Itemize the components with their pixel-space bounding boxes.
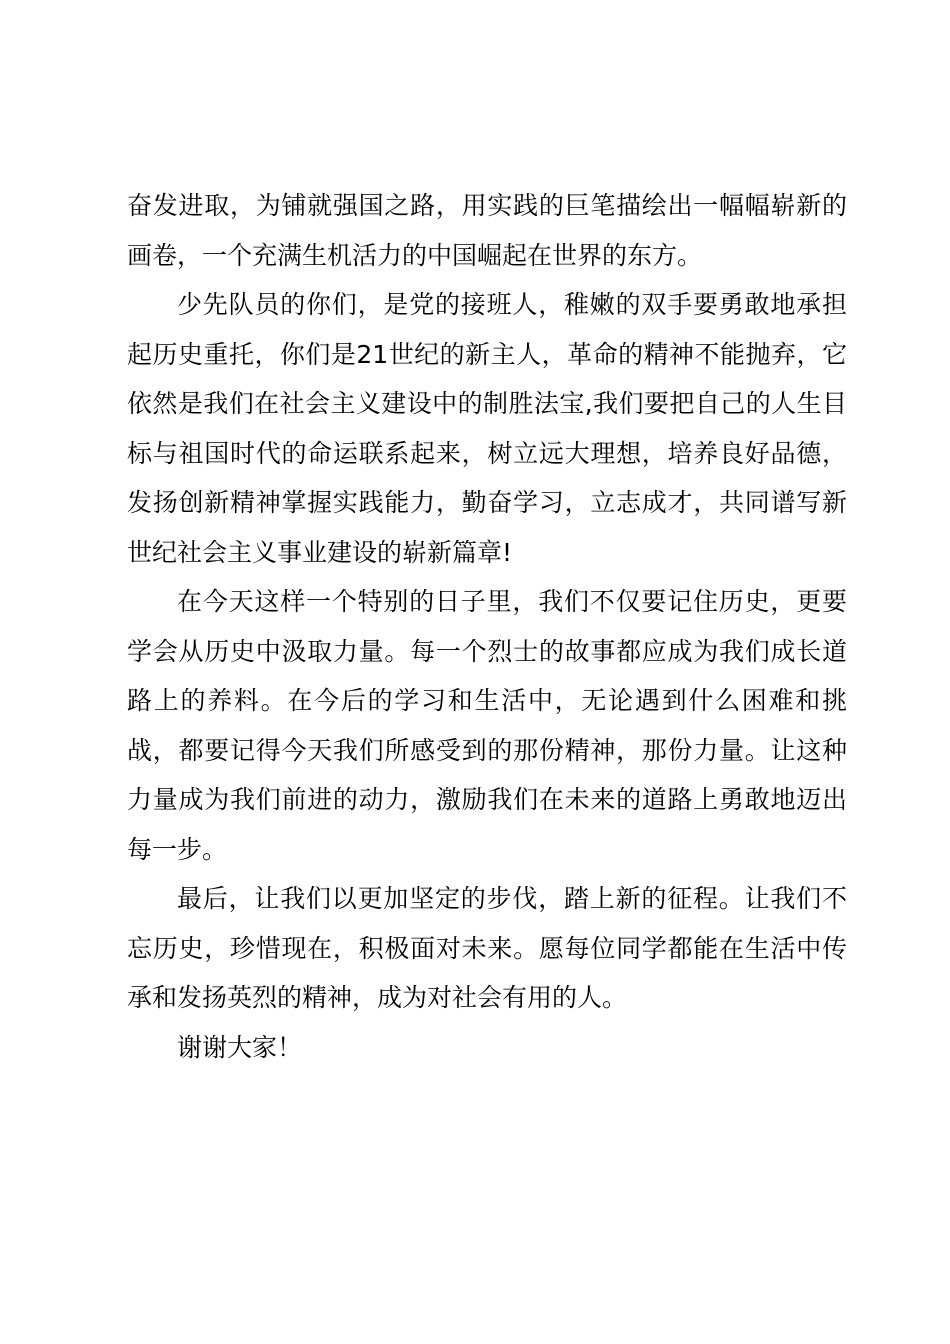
paragraph-thanks: 谢谢大家！ [177, 1032, 303, 1062]
paragraph-young-pioneers: 少先队员的你们，是党的接班人，稚嫩的双手要勇敢地承担起历史重托，你们是21世纪的新主人，革命的精神不能抛弃，它依然是我们在社会主义建设中的制胜法宝,我们要把自己的人生目标与祖国时代的命运联系起来，树立远大理想，培养良好品德，发扬创新精神掌握实践能力，勤奋学习，立志成才，共同谱写新世纪社会主义事业建设的崭新篇章! [127, 290, 847, 567]
document-body [127, 181, 847, 1072]
paragraph-remember-history: 在今天这样一个特别的日子里，我们不仅要记住历史，更要学会从历史中汲取力量。每一个烈士的故事都应成为我们成长道路上的养料。在今后的学习和生活中，无论遇到什么困难和挑战，都要记得今天我们所感受到的那份精神，那份力量。让这种力量成为我们前进的动力，激励我们在未来的道路上勇敢地迈出每一步。 [127, 587, 847, 864]
paragraph-closing: 最后，让我们以更加坚定的步伐，踏上新的征程。让我们不忘历史，珍惜现在，积极面对未来。愿每位同学都能在生活中传承和发扬英烈的精神，成为对社会有用的人。 [127, 884, 847, 1012]
paragraph-continuation: 奋发进取，为铺就强国之路，用实践的巨笔描绘出一幅幅崭新的画卷，一个充满生机活力的中国崛起在世界的东方。 [127, 191, 847, 270]
